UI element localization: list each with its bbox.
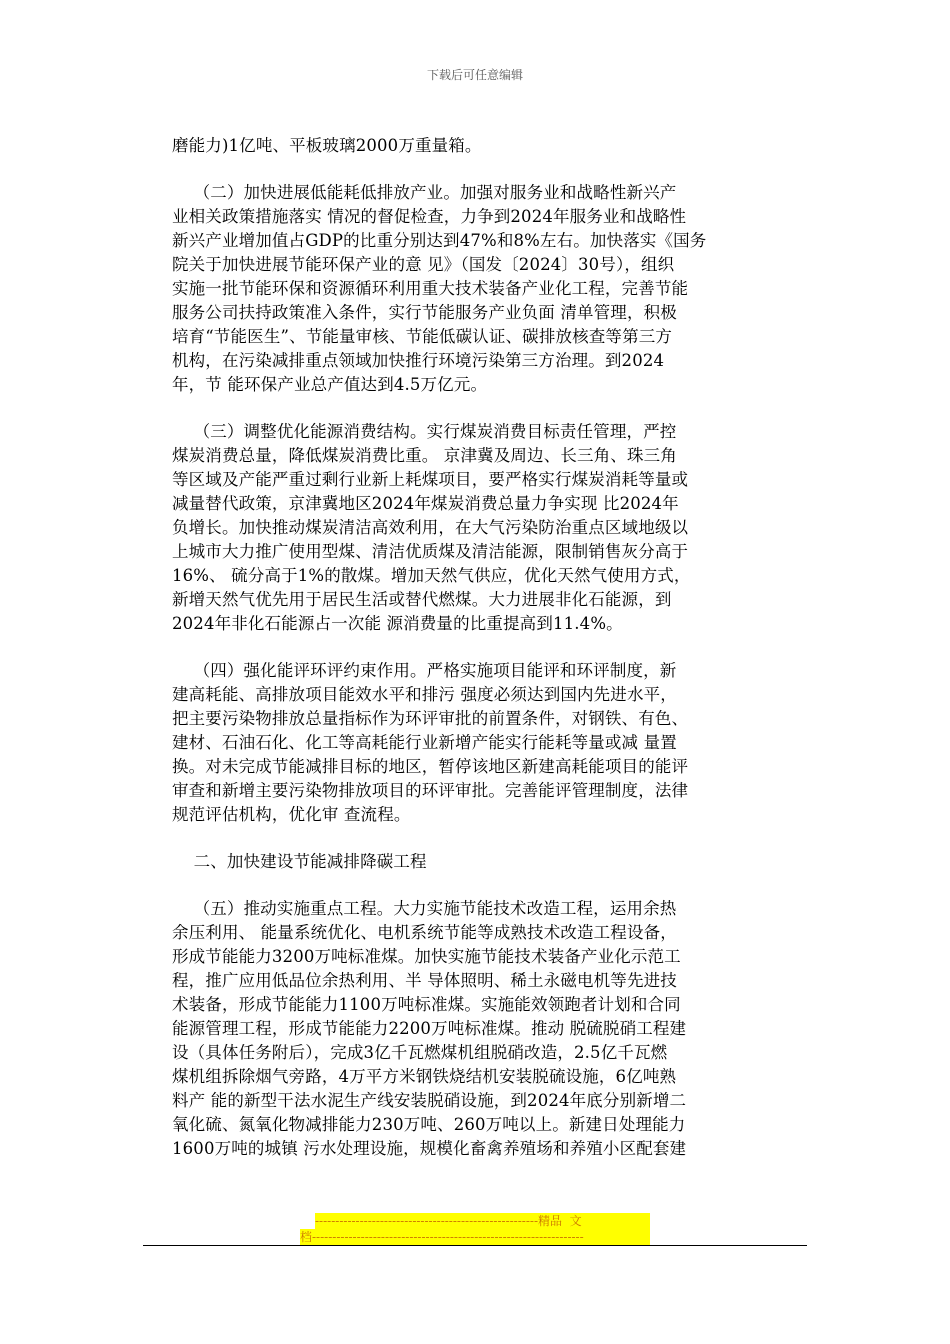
paragraph-line: （四）强化能评环评约束作用。严格实施项目能评和环评制度，新 (172, 661, 677, 680)
paragraph-line: （五）推动实施重点工程。大力实施节能技术改造工程，运用余热 (172, 899, 677, 918)
paragraph-line: 煤炭消费总量，降低煤炭消费比重。 京津冀及周边、长三角、珠三角 (172, 446, 677, 465)
paragraph-gap (172, 874, 772, 897)
paragraph-line: 机构，在污染减排重点领域加快推行环境污染第三方治理。到2024 (172, 351, 665, 370)
paragraph-line: 院关于加快进展节能环保产业的意 见》（国发〔2024〕30号），组织 (172, 255, 675, 274)
paragraph-line: 新增天然气优先用于居民生活或替代燃煤。大力进展非化石能源，到 (172, 590, 672, 609)
paragraph-gap (172, 158, 772, 181)
paragraph-line: 料产 能的新型干法水泥生产线安装脱硝设施，到2024年底分别新增二 (172, 1091, 687, 1110)
paragraph-line: 1600万吨的城镇 污水处理设施，规模化畜禽养殖场和养殖小区配套建 (172, 1139, 687, 1158)
paragraph-line: 审查和新增主要污染物排放项目的环评审批。完善能评管理制度，法律 (172, 781, 689, 800)
paragraph-line: 业相关政策措施落实 情况的督促检查，力争到2024年服务业和战略性 (172, 207, 687, 226)
paragraph-line: （二）加快进展低能耗低排放产业。加强对服务业和战略性新兴产 (172, 183, 677, 202)
paragraph-line: 新兴产业增加值占GDP的比重分别达到47%和8%左右。加快落实《国务 (172, 231, 707, 250)
paragraph-line: 负增长。加快推动煤炭清洁高效利用，在大气污染防治重点区域地级以 (172, 518, 689, 537)
paragraph-line: 服务公司扶持政策准入条件，实行节能服务产业负面 清单管理，积极 (172, 303, 677, 322)
paragraph-line: 规范评估机构，优化审 查流程。 (172, 805, 411, 824)
footer-rule (143, 1245, 807, 1246)
paragraph-line: 培育“节能医生”、节能量审核、节能低碳认证、碳排放核查等第三方 (172, 327, 673, 346)
paragraph-gap (172, 636, 772, 659)
footer-watermark-line-1: -------------------------------------------------------精品 文 (315, 1213, 650, 1230)
paragraph-line: 16%、 硫分高于1%的散煤。增加天然气供应，优化天然气使用方式， (172, 566, 691, 585)
paragraph-gap (172, 397, 772, 420)
paragraph-line: 建高耗能、高排放项目能效水平和排污 强度必须达到国内先进水平， (172, 685, 677, 704)
document-body (172, 134, 772, 1161)
paragraph-line: 能源管理工程，形成节能能力2200万吨标准煤。推动 脱硫脱硝工程建 (172, 1019, 687, 1038)
paragraph-line: 设（具体任务附后），完成3亿千瓦燃煤机组脱硝改造，2.5亿千瓦燃 (172, 1043, 668, 1062)
paragraph-gap (172, 827, 772, 850)
paragraph-line: 减量替代政策，京津冀地区2024年煤炭消费总量力争实现 比2024年 (172, 494, 679, 513)
paragraph-line: 2024年非化石能源占一次能 源消费量的比重提高到11.4%。 (172, 614, 623, 633)
paragraph-line: 余压利用、 能量系统优化、电机系统节能等成熟技术改造工程设备， (172, 923, 677, 942)
page-header: 下载后可任意编辑 (426, 68, 523, 82)
paragraph-line: 实施一批节能环保和资源循环利用重大技术装备产业化工程，完善节能 (172, 279, 689, 298)
paragraph-line: 二、加快建设节能减排降碳工程 (172, 852, 427, 871)
paragraph-line: 把主要污染物排放总量指标作为环评审批的前置条件，对钢铁、有色、 (172, 709, 689, 728)
paragraph-line: 等区域及产能严重过剩行业新上耗煤项目，要严格实行煤炭消耗等量或 (172, 470, 689, 489)
paragraph-line: 术装备，形成节能能力1100万吨标准煤。实施能效领跑者计划和合同 (172, 995, 681, 1014)
paragraph-line: 年，节 能环保产业总产值达到4.5万亿元。 (172, 375, 488, 394)
paragraph-line: 建材、石油石化、化工等高耗能行业新增产能实行能耗等量或减 量置 (172, 733, 677, 752)
paragraph-line: 换。对未完成节能减排目标的地区，暂停该地区新建高耗能项目的能评 (172, 757, 689, 776)
paragraph-line: （三）调整优化能源消费结构。实行煤炭消费目标责任管理，严控 (172, 422, 677, 441)
paragraph-line: 形成节能能力3200万吨标准煤。加快实施节能技术装备产业化示范工 (172, 947, 681, 966)
paragraph-line: 上城市大力推广使用型煤、清洁优质煤及清洁能源，限制销售灰分高于 (172, 542, 689, 561)
paragraph-line: 煤机组拆除烟气旁路，4万平方米钢铁烧结机安装脱硫设施，6亿吨熟 (172, 1067, 677, 1086)
paragraph-line: 磨能力)1亿吨、平板玻璃2000万重量箱。 (172, 136, 482, 155)
paragraph-line: 氧化硫、氮氧化物减排能力230万吨、260万吨以上。新建日处理能力 (172, 1115, 686, 1134)
paragraph-line: 程，推广应用低品位余热利用、半 导体照明、稀土永磁电机等先进技 (172, 971, 677, 990)
footer-watermark-line-2: 档------------------------------------------------------------------- (300, 1229, 650, 1246)
